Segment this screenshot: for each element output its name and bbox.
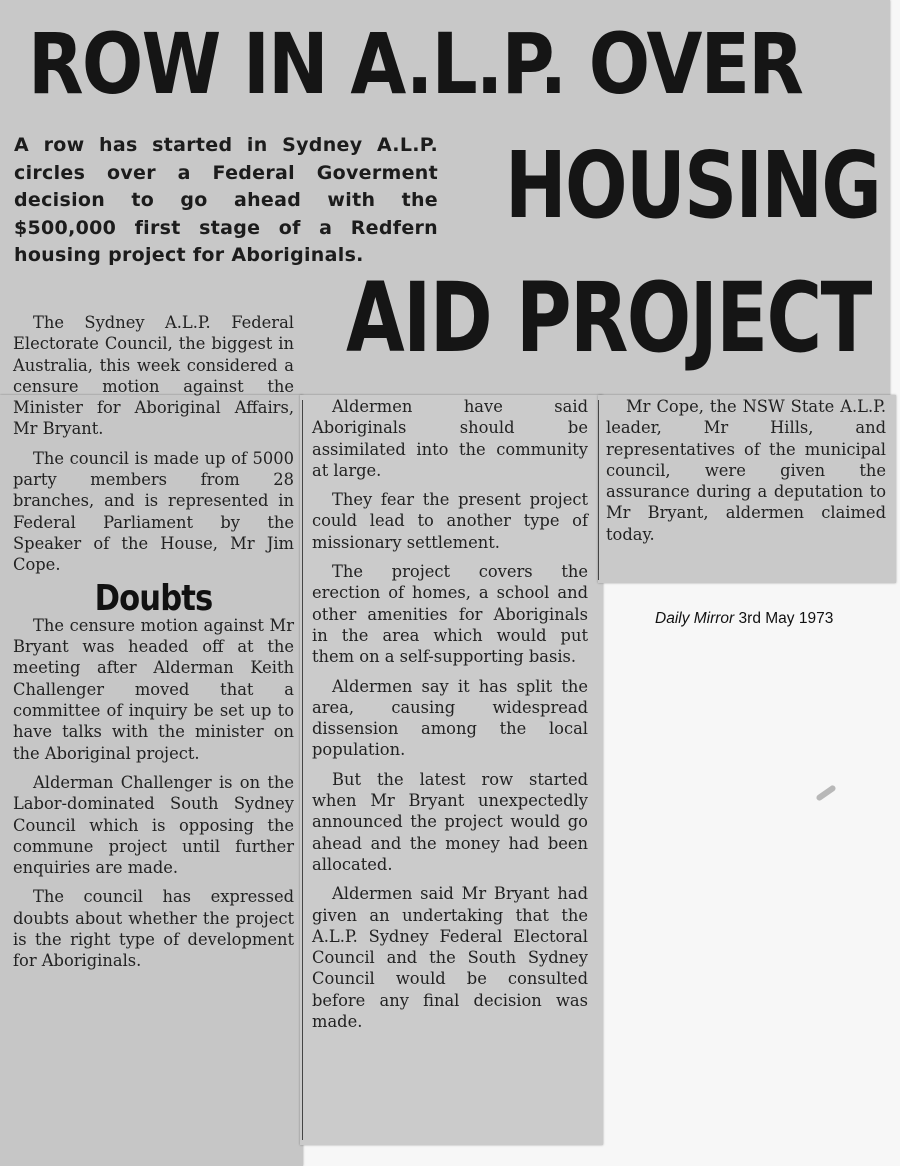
article-column-3 (606, 396, 886, 553)
paragraph: Aldermen said Mr Bryant had given an undertaking that the A.L.P. Sydney Federal Electoral Council and the South Sydney Council would be consulted before any final decision was made. (312, 884, 588, 1032)
paragraph: Mr Cope, the NSW State A.L.P. leader, Mr Hills, and representatives of the municipal council, were given the assurance during a deputation to Mr Bryant, aldermen claimed today. (606, 397, 886, 544)
paragraph: But the latest row started when Mr Bryant unexpectedly announced the project would go ahead and the money had been allocated. (312, 769, 588, 874)
headline-line-2: HOUSING (505, 132, 881, 239)
article-column-1 (13, 312, 294, 980)
source-caption (655, 610, 833, 628)
paragraph: The council has expressed doubts about whether the project is the right type of development for Aboriginals. (13, 887, 294, 971)
paragraph: The Sydney A.L.P. Federal Electorate Council, the biggest in Australia, this week considered a censure motion against the Minister for Aboriginal Affairs, Mr Bryant. (13, 313, 294, 439)
paragraph: The project covers the erection of homes, a school and other amenities for Aboriginals in the area which would put them on a self-supporting basis. (312, 562, 588, 667)
headline-line-1: ROW IN A.L.P. OVER (28, 15, 803, 113)
lead-paragraph: A row has started in Sydney A.L.P. circles over a Federal Goverment decision to go ahead with the $500,000 first stage of a Redfern housing project for Aboriginals. (14, 134, 438, 266)
column-divider (302, 400, 303, 1140)
paragraph: Alderman Challenger is on the Labor-dominated South Sydney Council which is opposing the commune project until further enquiries are made. (13, 772, 294, 878)
paragraph: The council is made up of 5000 party members from 28 branches, and is represented in Federal Parliament by the Speaker of the House, Mr Jim Cope. (13, 448, 294, 575)
article-column-2 (312, 396, 588, 1040)
publication-date: 3rd May 1973 (738, 610, 834, 627)
paragraph: The censure motion against Mr Bryant was headed off at the meeting after Alderman Keith Challenger moved that a committee of inquiry be set up to have talks with the minister on the Aboriginal project. (13, 615, 294, 763)
column-divider (598, 400, 599, 580)
paragraph: Aldermen say it has split the area, causing widespread dissension among the local population. (312, 676, 588, 760)
publication-name: Daily Mirror (655, 610, 735, 627)
subheading: Doubts (94, 577, 213, 619)
paragraph: Aldermen have said Aboriginals should be assimilated into the community at large. (312, 397, 588, 480)
paragraph: They fear the present project could lead to another type of missionary settlement. (312, 490, 588, 552)
headline-line-3: AID PROJECT (346, 262, 871, 374)
